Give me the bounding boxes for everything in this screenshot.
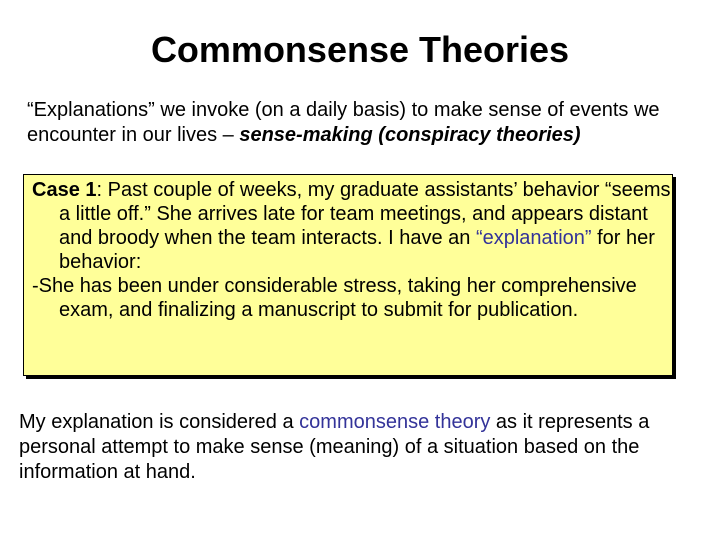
slide-title: Commonsense Theories: [150, 29, 570, 70]
case-label: Case 1: [32, 179, 97, 201]
intro-emphasis: sense-making (conspiracy theories): [239, 124, 581, 146]
closing-text-end: as it represents a personal attempt to make sense (meaning) of a situation based on the information at hand.: [19, 411, 650, 483]
case-box: [23, 174, 673, 376]
case-text: : Past couple of weeks, my graduate assistants’ behavior “seems a little off.” She arrives late for team meetings, and appears distant and broody when the team interacts. I have an: [59, 179, 671, 249]
intro-text: “Explanations” we invoke (on a daily basis) to make sense of events we encounter in our lives –: [27, 99, 660, 146]
case-detail: -She has been under considerable stress, taking her comprehensive exam, and finalizing a manuscript to submit for publication.: [32, 275, 637, 321]
closing-text: My explanation is considered a: [19, 411, 300, 433]
case-text-end: for her behavior:: [59, 227, 655, 273]
intro-paragraph: [27, 98, 707, 148]
case-highlight: “explanation”: [475, 227, 592, 249]
closing-paragraph: [19, 410, 709, 485]
case-paragraph: [24, 175, 672, 274]
closing-highlight: commonsense theory: [299, 411, 491, 433]
